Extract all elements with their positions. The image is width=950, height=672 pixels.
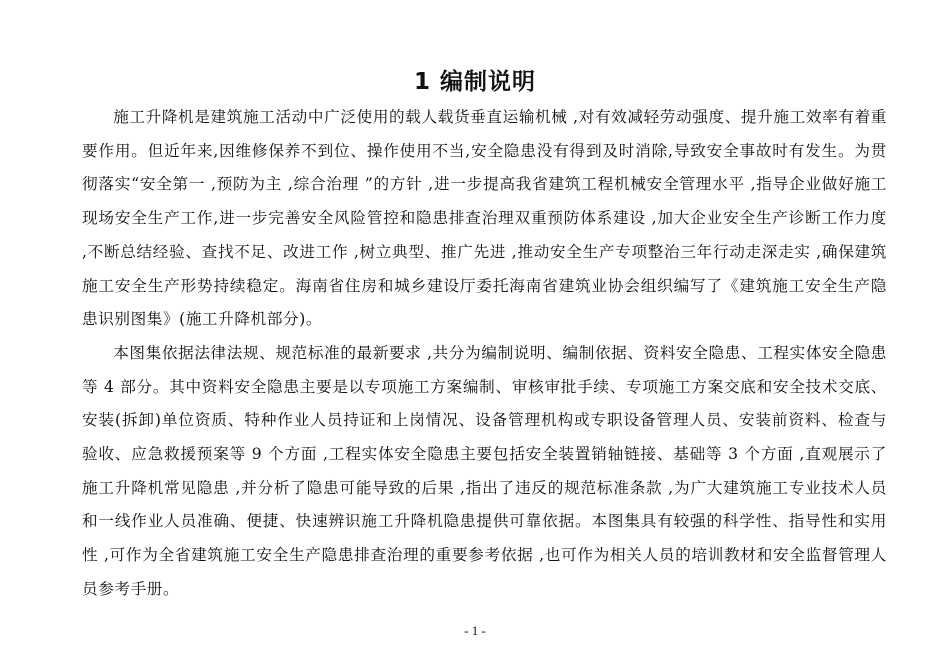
body-text — [82, 101, 887, 607]
paragraph-background: 施工升降机是建筑施工活动中广泛使用的载人载货垂直运输机械 ,对有效减轻劳动强度、提升施工效率有着重要作用。但近年来,因维修保养不到位、操作使用不当,安全隐患没有得到及时消除,导致安全事故时有发生。为贯彻落实“安全第一 ,预防为主 ,综合治理 ”的方针 ,进一步提高我省建筑工程机械安全管理水平 ,指导企业做好施工现场安全生产工作,进一步完善安全风险管控和隐患排查治理双重预防体系建设 ,加大企业安全生产诊断工作力度 ,不断总结经验、查找不足、改进工作 ,树立典型、推广先进 ,推动安全生产专项整治三年行动走深走实 ,确保建筑施工安全生产形势持续稳定。海南省住房和城乡建设厅委托海南省建筑业协会组织编写了《建筑施工安全生产隐患识别图集》(施工升降机部分)。 — [82, 108, 887, 329]
page-title: 1 编制说明 — [413, 69, 536, 96]
paragraph-contents: 本图集依据法律法规、规范标准的最新要求 ,共分为编制说明、编制依据、资料安全隐患、工程实体安全隐患等 4 部分。其中资料安全隐患主要是以专项施工方案编制、审核审批手续、专项施工方案交底和安全技术交底、安装(拆卸)单位资质、特种作业人员持证和上岗情况、设备管理机构或专职设备管理人员、安装前资料、检查与验收、应急救援预案等 9 个方面 ,工程实体安全隐患主要包括安全装置销轴链接、基础等 3 个方面 ,直观展示了施工升降机常见隐患 ,并分析了隐患可能导致的后果 ,指出了违反的规范标准条款 ,为广大建筑施工专业技术人员和一线作业人员准确、便捷、快速辨识施工升降机隐患提供可靠依据。本图集具有较强的科学性、指导性和实用性 ,可作为全省建筑施工安全生产隐患排查治理的重要参考依据 ,也可作为相关人员的培训教材和安全监督管理人员参考手册。 — [82, 343, 887, 598]
page-number: - 1 - — [464, 623, 486, 638]
